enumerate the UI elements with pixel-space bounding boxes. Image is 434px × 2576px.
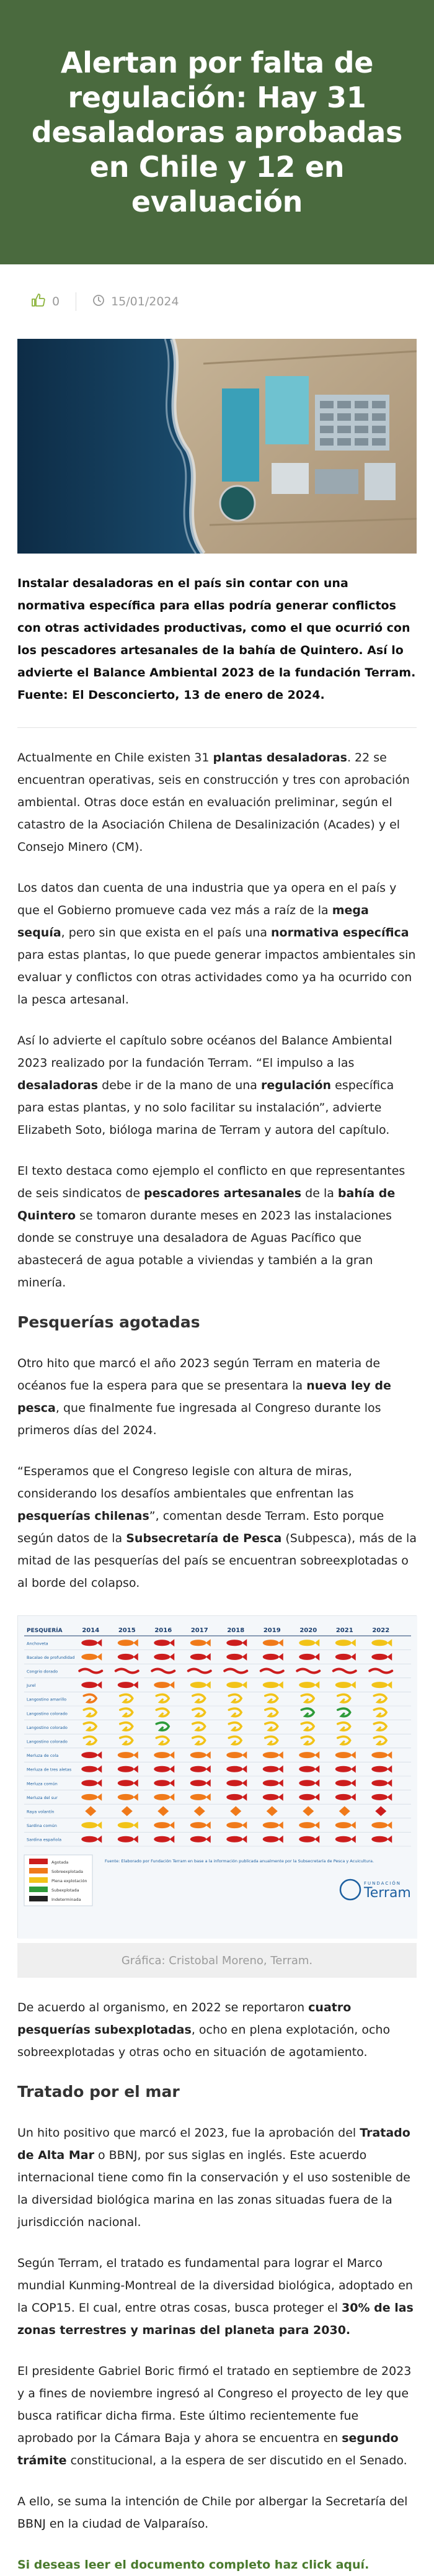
fish-icon [263, 1780, 279, 1786]
brand-subtitle: FUNDACIÓN [364, 1881, 402, 1886]
fish-icon [299, 1682, 315, 1688]
fish-icon [371, 1682, 388, 1688]
fish-icon [81, 1822, 97, 1828]
text-run: se tomaron durante meses en 2023 las instalaciones donde se construye una desaladora de Aguas Pacífico que abastecerá de agua potable a viviendas y también a la gran minería. [17, 1209, 392, 1290]
paragraph [17, 877, 417, 1011]
bold-text: 30% de las zonas terrestres y marinas del planeta para 2030. [17, 2301, 414, 2337]
fish-icon [154, 1836, 170, 1842]
fish-icon [371, 1654, 388, 1660]
year-header: 2016 [154, 1627, 172, 1634]
text-run: El texto destaca como ejemplo el conflicto en que representantes de seis sindicatos de [17, 1164, 405, 1200]
fish-icon [81, 1794, 97, 1800]
paragraph [17, 1460, 417, 1594]
fish-icon [81, 1766, 97, 1772]
text-run: , pero sin que exista en el país una [61, 926, 272, 940]
fish-icon [154, 1682, 170, 1688]
article-body [0, 339, 434, 2576]
fish-icon [263, 1654, 279, 1660]
text-run: específica para estas plantas, y no solo facilitar su instalación”, advierte Elizabeth Soto, bióloga marina de Terram y autora del capítulo. [17, 1079, 394, 1137]
fish-icon [81, 1836, 97, 1842]
text-run: “Esperamos que el Congreso legisle con altura de miras, considerando los desafíos ambientales que enfrentan las [17, 1465, 354, 1501]
year-header: 2015 [118, 1627, 136, 1634]
fish-icon [335, 1640, 352, 1646]
fish-icon [118, 1640, 134, 1646]
fish-icon [226, 1654, 242, 1660]
fish-icon [118, 1654, 134, 1660]
fish-icon [81, 1752, 97, 1758]
legend-swatch [29, 1859, 48, 1864]
text-run: para estas plantas, lo que puede generar impactos ambientales sin evaluar y conflictos con otras actividades como ya ha ocurrido con la pesca artesanal. [17, 948, 416, 1007]
paragraph [17, 1160, 417, 1294]
text-run: de la [301, 1187, 338, 1200]
bold-text: Subsecretaría de Pesca [126, 1532, 282, 1545]
year-header: 2018 [227, 1627, 245, 1634]
legend-label: Plena explotación [51, 1878, 87, 1883]
fish-icon [299, 1794, 315, 1800]
text-run: . 22 se encuentran operativas, seis en construcción y tres con aprobación ambiental. Otras doce están en evaluación preliminar, según el catastro de la Asociación Chilena de Desalinización (Acades) y el Consejo Minero (CM). [17, 751, 410, 854]
fish-icon [371, 1836, 388, 1842]
fish-icon [226, 1794, 242, 1800]
text-run: constitucional, a la espera de ser discutido en el Senado. [66, 2454, 407, 2467]
fish-icon [81, 1640, 97, 1646]
fish-icon [335, 1822, 352, 1828]
paragraph [17, 1996, 417, 2063]
text-run: A ello, se suma la intención de Chile por albergar la Secretaría del BBNJ en la ciudad de Valparaíso. [17, 2495, 408, 2531]
fish-icon [154, 1752, 170, 1758]
text-run: , que finalmente fue ingresada al Congreso durante los primeros días del 2024. [17, 1401, 381, 1437]
fish-icon [335, 1794, 352, 1800]
article-date [92, 294, 179, 310]
fish-icon [263, 1640, 279, 1646]
text-run: El presidente Gabriel Boric firmó el tratado en septiembre de 2023 y a fines de noviembre ingresó al Congreso el proyecto de ley que busca ratificar dicha firma. Este último recientemente fue aprobado por la Cámara Baja y ahora se encuentra en [17, 2364, 412, 2445]
fisheries-status-infographic [17, 1615, 417, 1938]
legend-swatch [29, 1887, 48, 1892]
legend-swatch [29, 1896, 48, 1901]
fish-icon [263, 1682, 279, 1688]
paragraph [17, 2122, 417, 2233]
fish-icon [154, 1822, 170, 1828]
text-run: Así lo advierte el capítulo sobre océanos del Balance Ambiental 2023 realizado por la fundación Terram. “El impulso a las [17, 1034, 392, 1070]
bold-text: segundo trámite [17, 2431, 399, 2467]
legend-label: Sobreexplotada [51, 1869, 84, 1874]
legend-label: Subexplotada [51, 1888, 79, 1893]
fish-icon [154, 1654, 170, 1660]
fish-icon [118, 1780, 134, 1786]
fish-icon [190, 1794, 206, 1800]
fish-icon [226, 1682, 242, 1688]
brand-name: Terram [364, 1885, 411, 1901]
fish-icon [190, 1752, 206, 1758]
year-header: 2017 [190, 1627, 208, 1634]
bold-text: nueva ley de pesca [17, 1379, 391, 1415]
fishery-name: Merluza del sur [27, 1795, 58, 1800]
fish-icon [299, 1654, 315, 1660]
fishery-name: Congrio dorado [27, 1669, 58, 1674]
article-meta [0, 264, 434, 339]
bold-text: bahía de Quintero [17, 1187, 396, 1223]
text-run: Un hito positivo que marcó el 2023, fue la aprobación del [17, 2126, 360, 2140]
fishery-name: Langostino colorado [27, 1711, 68, 1717]
fish-icon [263, 1822, 279, 1828]
source-note: Fuente: Elaborado por Fundación Terram en base a la información publicada anualmente por la Subsecretaría de Pesca y Acuicultura. [105, 1859, 374, 1864]
bold-text: cuatro pesquerías subexplotadas [17, 2001, 352, 2037]
fish-icon [190, 1780, 206, 1786]
fish-icon [371, 1752, 388, 1758]
fish-icon [226, 1780, 242, 1786]
fish-icon [154, 1766, 170, 1772]
fish-icon [371, 1766, 388, 1772]
image-caption: Gráfica: Cristobal Moreno, Terram. [17, 1943, 417, 1978]
fishery-name: Langostino colorado [27, 1739, 68, 1744]
fishery-name: Merluza común [27, 1781, 58, 1787]
fishery-name: Langostino amarillo [27, 1697, 67, 1702]
fish-icon [371, 1640, 388, 1646]
fish-icon [190, 1822, 206, 1828]
fish-icon [263, 1766, 279, 1772]
fish-icon [81, 1682, 97, 1688]
fish-icon [263, 1794, 279, 1800]
fishery-name: Merluza de tres aletas [27, 1767, 72, 1772]
fish-icon [81, 1654, 97, 1660]
fish-icon [226, 1752, 242, 1758]
paragraph [17, 2490, 417, 2535]
fish-icon [299, 1640, 315, 1646]
fish-icon [299, 1822, 315, 1828]
fish-icon [154, 1640, 170, 1646]
year-header: 2021 [335, 1627, 353, 1634]
paragraph [17, 1352, 417, 1442]
legend-label: Agotada [51, 1860, 69, 1865]
fish-icon [190, 1836, 206, 1842]
fishery-name: Sardina común [27, 1823, 57, 1829]
article-lead: Instalar desaladoras en el país sin contar con una normativa específica para ellas podría generar conflictos con otras actividades productivas, como el que ocurrió con los pescadores artesanales de la bahía de Quintero. Así lo advierte el Balance Ambiental 2023 de la fundación Terram. Fuente: El Desconcierto, 13 de enero de 2024. [17, 572, 417, 728]
fish-icon [118, 1752, 134, 1758]
text-run: Los datos dan cuenta de una industria que ya opera en el país y que el Gobierno promueve cada vez más a raíz de la [17, 881, 397, 917]
fish-icon [118, 1836, 134, 1842]
fish-icon [335, 1836, 352, 1842]
paragraph [17, 747, 417, 858]
fish-icon [299, 1836, 315, 1842]
text-run: debe ir de la mano de una [98, 1079, 261, 1092]
fish-icon [190, 1766, 206, 1772]
year-header: 2019 [263, 1627, 281, 1634]
fish-icon [335, 1654, 352, 1660]
bold-text: Tratado de Alta Mar [17, 2126, 410, 2162]
year-header: 2020 [299, 1627, 317, 1634]
fish-icon [263, 1752, 279, 1758]
bold-text: pescadores artesanales [144, 1187, 302, 1200]
fish-icon [299, 1752, 315, 1758]
like-count: 0 [52, 295, 60, 308]
bold-text: regulación [260, 1079, 332, 1092]
fishery-name: Anchoveta [27, 1641, 48, 1646]
desalination-plant-photo [17, 339, 417, 554]
legend-swatch [29, 1877, 48, 1883]
date-text: 15/01/2024 [111, 295, 179, 308]
fish-icon [190, 1640, 206, 1646]
fishery-name: Langostino colorado [27, 1725, 68, 1730]
fish-icon [154, 1794, 170, 1800]
clock-icon [92, 294, 105, 310]
fishery-name: Jurel [27, 1683, 36, 1689]
fish-icon [118, 1766, 134, 1772]
fish-icon [371, 1780, 388, 1786]
text-run: ”, comentan desde Terram. Esto porque según datos de la [17, 1509, 384, 1545]
fish-icon [335, 1752, 352, 1758]
fish-icon [226, 1822, 242, 1828]
fish-icon [335, 1766, 352, 1772]
fishery-name: Bacalao de profundidad [27, 1654, 75, 1660]
bold-text: desaladoras [17, 1079, 99, 1092]
fishery-name: Sardina española [27, 1837, 62, 1842]
fish-icon [335, 1780, 352, 1786]
read-full-document-link[interactable]: Si deseas leer el documento completo haz click aquí. [17, 2558, 370, 2572]
fish-icon [118, 1822, 134, 1828]
legend-swatch [29, 1868, 48, 1874]
text-run: Actualmente en Chile existen 31 [17, 751, 213, 765]
year-header: 2014 [82, 1627, 100, 1634]
year-header: 2022 [372, 1627, 390, 1634]
fish-icon [190, 1654, 206, 1660]
like-counter[interactable] [31, 293, 60, 311]
article-header [0, 0, 434, 264]
fish-icon [226, 1836, 242, 1842]
fishery-name: Raya volantín [27, 1809, 55, 1815]
bold-text: normativa específica [271, 926, 409, 940]
text-run: Según Terram, el tratado es fundamental para lograr el Marco mundial Kunming-Montreal de la diversidad biológica, adoptado en la COP15. El cual, entre otras cosas, busca proteger el [17, 2256, 413, 2315]
fish-icon [81, 1780, 97, 1786]
paragraph [17, 2360, 417, 2472]
fish-icon [226, 1640, 242, 1646]
text-run: De acuerdo al organismo, en 2022 se reportaron [17, 2001, 309, 2014]
text-run: o BBNJ, por sus siglas en inglés. Este acuerdo internacional tiene como fin la conservación y el uso sostenible de la diversidad biológica marina en las zonas situadas fuera de la jurisdicción nacional. [17, 2148, 410, 2229]
text-run: , ocho en plena explotación, ocho sobreexplotadas y otras ocho en situación de agotamiento. [17, 2023, 391, 2059]
bold-text: pesquerías chilenas [17, 1509, 149, 1523]
fishery-name: Merluza de cola [27, 1753, 59, 1759]
fish-icon [263, 1836, 279, 1842]
text-run: (Subpesca), más de la mitad de las pesquerías del país se encuentran sobreexplotadas o al borde del colapso. [17, 1532, 417, 1590]
column-header-fishery: PESQUERÍA [27, 1628, 63, 1634]
fish-icon [299, 1766, 315, 1772]
fish-icon [371, 1794, 388, 1800]
paragraph [17, 2252, 417, 2341]
legend-label: Indeterminada [51, 1897, 81, 1902]
bold-text: mega sequía [17, 904, 369, 940]
fisheries-chart [18, 1616, 417, 1939]
paragraph [17, 1030, 417, 1141]
fish-icon [190, 1682, 206, 1688]
article-title: Alertan por falta de regulación: Hay 31 desaladoras aprobadas en Chile y 12 en evaluación [31, 46, 403, 218]
thumbs-up-icon[interactable] [31, 293, 46, 311]
fish-icon [299, 1780, 315, 1786]
fish-icon [154, 1780, 170, 1786]
fish-icon [226, 1766, 242, 1772]
fish-icon [335, 1682, 352, 1688]
text-run: Otro hito que marcó el año 2023 según Terram en materia de océanos fue la espera para que se presentara la [17, 1357, 381, 1393]
fish-icon [118, 1682, 134, 1688]
fish-icon [118, 1794, 134, 1800]
fish-icon [371, 1822, 388, 1828]
section-heading-tratado: Tratado por el mar [17, 2083, 180, 2101]
section-heading-pesquerias: Pesquerías agotadas [17, 1313, 200, 1331]
bold-text: plantas desaladoras [213, 751, 347, 765]
